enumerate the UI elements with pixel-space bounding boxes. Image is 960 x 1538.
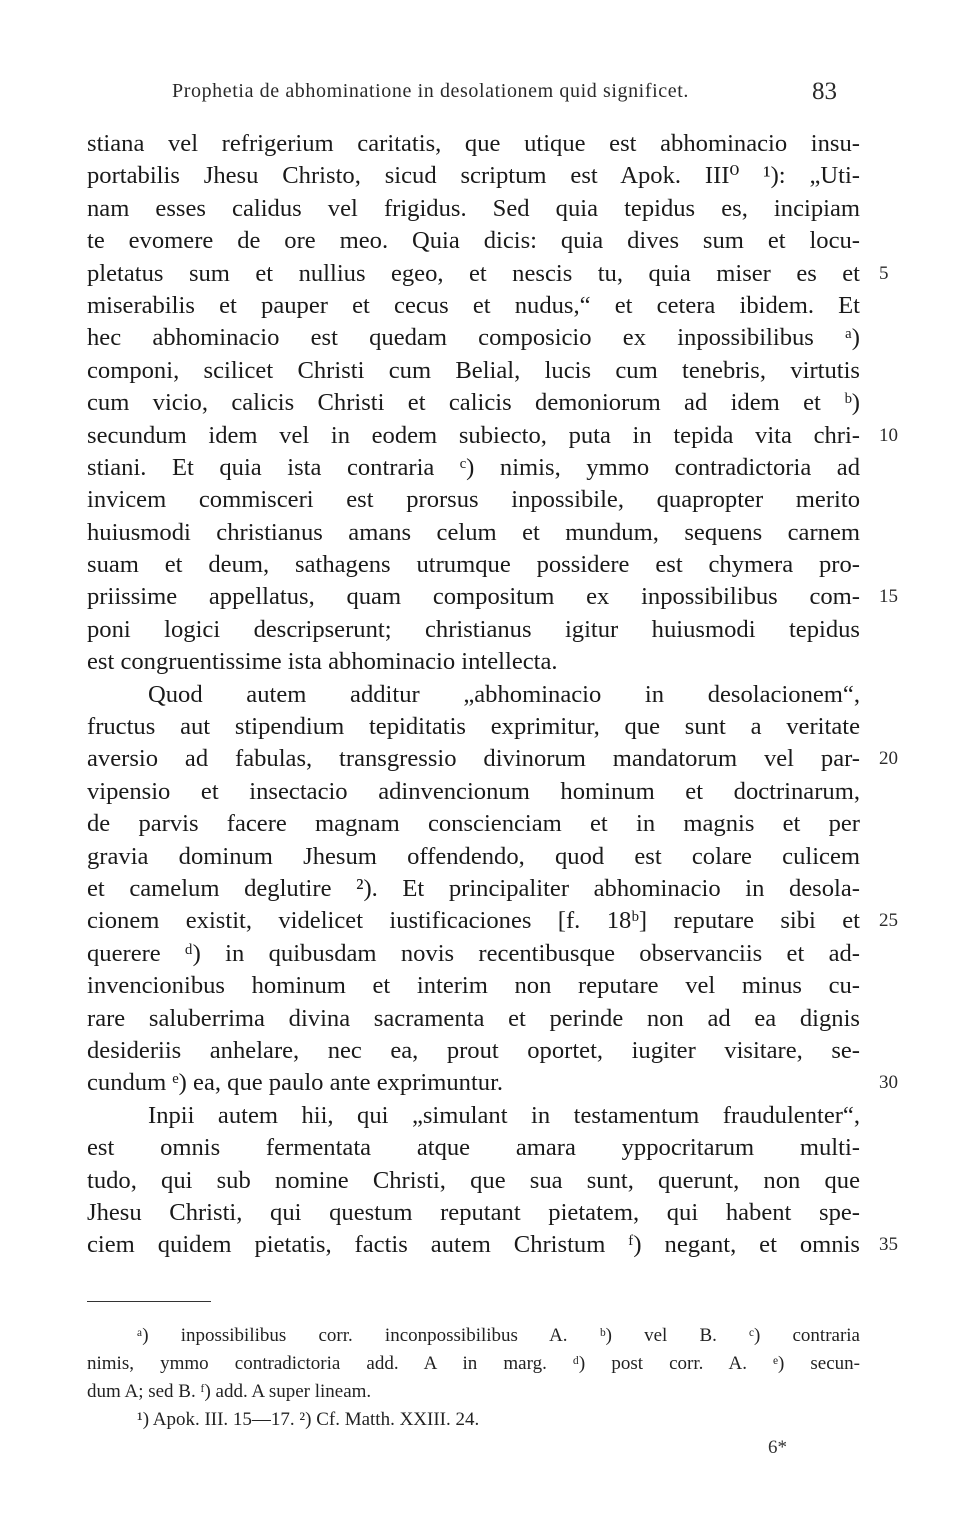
footnote-line: ᵃ) inpossibilibus corr. inconpossibilibus A. ᵇ) vel B. ᶜ) contraria xyxy=(137,1325,860,1346)
text-line: stiani. Et quia ista contraria ᶜ) nimis, ymmo contradictoria ad xyxy=(87,453,860,481)
text-line: est congruentissime ista abhominacio intellecta. xyxy=(87,648,558,676)
footnote-line: dum A; sed B. ᶠ) add. A super lineam. xyxy=(87,1381,372,1402)
text-line: cundum ᵉ) ea, que paulo ante exprimuntur. 30 xyxy=(87,1067,860,1099)
text-line: vipensio et insectacio adinvencionum hominum et doctrinarum, xyxy=(87,777,860,805)
text-line: suam et deum, sathagens utrumque possidere est chymera pro- xyxy=(87,551,860,579)
line-number: 30 xyxy=(879,1072,898,1094)
footnote-rule xyxy=(87,1301,211,1302)
text-line: de parvis facere magnam conscienciam et in magnis et per xyxy=(87,810,860,838)
text-line: cionem existit, videlicet iustificaciones [f. 18ᵇ] reputare sibi et 25 xyxy=(87,905,860,937)
footnote-line: ¹) Apok. III. 15—17. ²) Cf. Matth. XXIII. 24. xyxy=(137,1409,480,1430)
text-line: desideriis anhelare, nec ea, prout oportet, iugiter visitare, se- xyxy=(87,1036,860,1064)
text-line: rare saluberrima divina sacramenta et perinde non ad ea dignis xyxy=(87,1004,860,1032)
line-number: 35 xyxy=(879,1234,898,1256)
footnote-line: nimis, ymmo contradictoria add. A in marg. ᵈ) post corr. A. ᵉ) secun- xyxy=(87,1353,860,1374)
text-line: invicem commisceri est prorsus inpossibile, quapropter merito xyxy=(87,486,860,514)
text-line: Jhesu Christi, qui questum reputant pietatem, qui habent spe- xyxy=(87,1198,860,1226)
text-line: componi, scilicet Christi cum Belial, lucis cum tenebris, virtutis xyxy=(87,356,860,384)
text-line: et camelum deglutire ²). Et principaliter abhominacio in desola- xyxy=(87,874,860,902)
text-line: hec abhominacio est quedam composicio ex inpossibilibus ᵃ) xyxy=(87,324,860,352)
text-line: aversio ad fabulas, transgressio divinorum mandatorum vel par- 20 xyxy=(87,743,860,775)
main-text xyxy=(87,128,898,1262)
running-head: Prophetia de abhominatione in desolationem quid significet. xyxy=(172,80,689,102)
text-line: gravia dominum Jhesum offendendo, quod est colare culicem xyxy=(87,842,860,870)
line-number: 25 xyxy=(879,910,898,932)
text-line: priissime appellatus, quam compositum ex inpossibilibus com- 15 xyxy=(87,581,860,613)
text-line: portabilis Jhesu Christo, sicud scriptum est Apok. III⁰ ¹): „Uti- xyxy=(87,162,860,190)
text-line: tudo, qui sub nomine Christi, que sua sunt, querunt, non que xyxy=(87,1166,860,1194)
text-line: est omnis fermentata atque amara yppocritarum multi- xyxy=(87,1134,860,1162)
text-line: stiana vel refrigerium caritatis, que utique est abhominacio insu- xyxy=(87,130,860,157)
page-header xyxy=(172,80,872,114)
text-line: Quod autem additur „abhominacio in desolacionem“, xyxy=(148,680,860,708)
text-line: nam esses calidus vel frigidus. Sed quia tepidus es, incipiam xyxy=(87,194,860,222)
text-line: fructus aut stipendium tepiditatis exprimitur, que sunt a veritate xyxy=(87,713,860,741)
signature-mark: 6* xyxy=(768,1437,787,1458)
line-number: 20 xyxy=(879,748,898,770)
footnotes xyxy=(87,1322,860,1434)
text-line: secundum idem vel in eodem subiecto, puta in tepida vita chri- 10 xyxy=(87,420,860,452)
text-line: invencionibus hominum et interim non reputare vel minus cu- xyxy=(87,972,860,1000)
line-number: 10 xyxy=(879,424,898,446)
page-number: 83 xyxy=(812,78,837,105)
text-line: Inpii autem hii, qui „simulant in testamentum fraudulenter“, xyxy=(148,1101,860,1129)
line-number: 5 xyxy=(879,262,889,284)
text-line: huiusmodi christianus amans celum et mundum, sequens carnem xyxy=(87,518,860,546)
text-line: miserabilis et pauper et cecus et nudus,“ et cetera ibidem. Et xyxy=(87,291,860,319)
text-line: ciem quidem pietatis, factis autem Christum ᶠ) negant, et omnis 35 xyxy=(87,1229,860,1261)
line-number: 15 xyxy=(879,586,898,608)
text-line: querere ᵈ) in quibusdam novis recentibusque observanciis et ad- xyxy=(87,939,860,967)
text-line: cum vicio, calicis Christi et calicis demoniorum ad idem et ᵇ) xyxy=(87,389,860,417)
text-line: pletatus sum et nullius egeo, et nescis tu, quia miser es et 5 xyxy=(87,258,860,290)
text-line: poni logici descripserunt; christianus igitur huiusmodi tepidus xyxy=(87,615,860,643)
text-line: te evomere de ore meo. Quia dicis: quia dives sum et locu- xyxy=(87,227,860,255)
